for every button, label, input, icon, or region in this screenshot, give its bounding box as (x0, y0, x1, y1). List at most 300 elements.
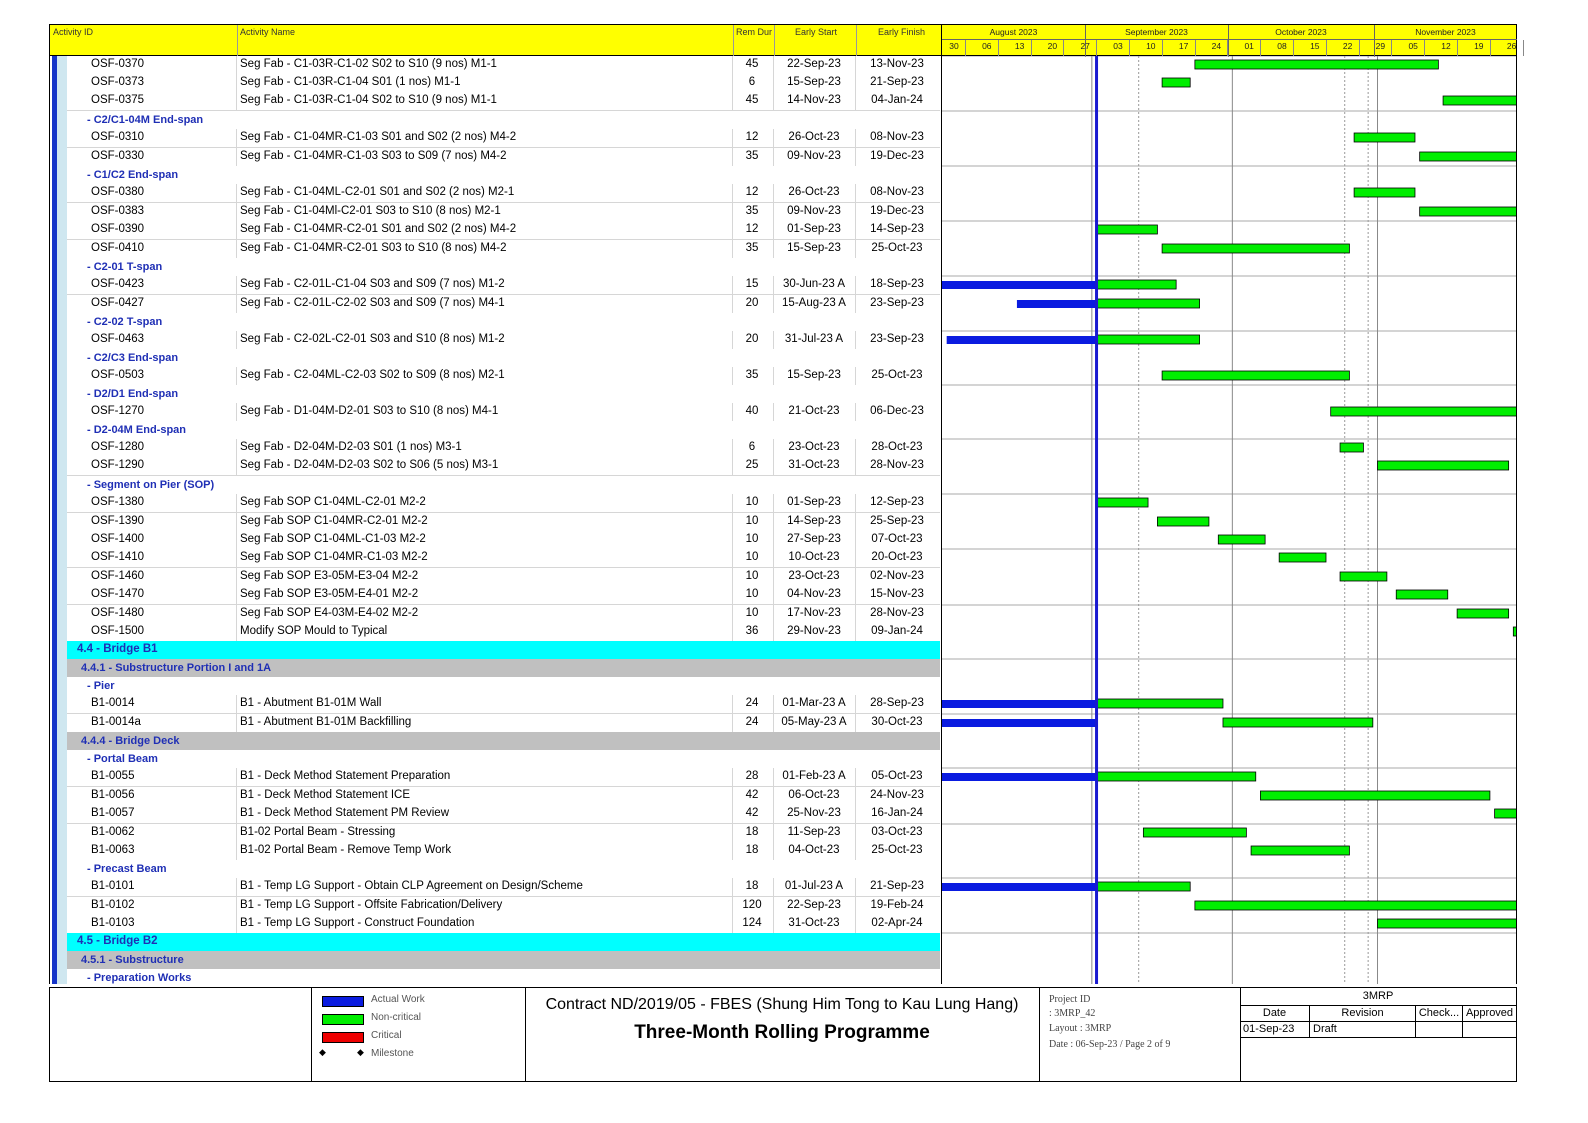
day-divider (1260, 40, 1261, 56)
early-finish: 09-Jan-24 (871, 625, 923, 637)
milestone-icon: ◆ (319, 1047, 326, 1057)
early-start: 25-Nov-23 (787, 807, 841, 819)
early-finish: 15-Nov-23 (870, 588, 924, 600)
activity-name: Seg Fab - C2-02L-C2-01 S03 and S10 (8 nos) M1-2 (240, 333, 505, 345)
col-divider (855, 221, 856, 239)
noncritical-bar (1195, 60, 1439, 69)
remaining-duration: 35 (745, 242, 759, 254)
revision-title: 3MRP (1362, 990, 1394, 1002)
activity-row[interactable] (67, 457, 940, 476)
group-header-row[interactable] (67, 750, 940, 768)
legend-actual-swatch (322, 996, 364, 1007)
early-finish: 13-Nov-23 (870, 58, 924, 70)
activity-name: Seg Fab - C1-04MR-C2-01 S03 to S10 (8 nos) M4-2 (240, 242, 507, 254)
early-finish: 02-Nov-23 (870, 570, 924, 582)
activity-id: OSF-1400 (91, 533, 145, 545)
group-header-row[interactable] (67, 476, 940, 494)
actual-bar (942, 719, 1097, 727)
group-label: - C2/C1-04M End-span (87, 114, 204, 126)
remaining-duration: 18 (745, 880, 759, 892)
print-date: Date : 06-Sep-23 / Page 2 of 9 (1049, 1039, 1171, 1050)
noncritical-bar (1331, 407, 1517, 416)
remaining-duration: 10 (745, 533, 759, 545)
activity-name: B1-02 Portal Beam - Remove Temp Work (240, 844, 452, 856)
timescale-day: 24 (1211, 41, 1222, 51)
activity-name: Seg Fab SOP C1-04MR-C2-01 M2-2 (240, 515, 428, 527)
noncritical-bar (1443, 96, 1517, 105)
wbs-header-row[interactable] (67, 641, 940, 659)
activity-id: B1-0063 (91, 844, 135, 856)
early-finish: 23-Sep-23 (870, 333, 924, 345)
early-finish: 07-Oct-23 (871, 533, 923, 545)
early-finish: 19-Dec-23 (870, 205, 924, 217)
timescale-day: 01 (1244, 41, 1254, 51)
day-divider (1457, 40, 1458, 56)
col-divider (855, 787, 856, 805)
timescale-divider (942, 39, 1517, 40)
gantt-chart (941, 56, 1517, 984)
activity-row[interactable] (67, 897, 940, 916)
activity-id: OSF-1270 (91, 405, 145, 417)
gantt-svg (942, 56, 1517, 984)
legend-critical-swatch (322, 1032, 364, 1043)
table-header (49, 24, 1517, 56)
col-divider (236, 92, 237, 110)
col-divider (236, 439, 237, 457)
noncritical-bar (1354, 133, 1415, 142)
activity-name: B1 - Deck Method Statement ICE (240, 789, 411, 801)
activity-name: Seg Fab - C1-03R-C1-02 S02 to S10 (9 nos) M1-1 (240, 58, 497, 70)
activity-id: B1-0103 (91, 917, 135, 929)
early-finish: 28-Oct-23 (871, 441, 923, 453)
legend-noncritical-swatch (322, 1014, 364, 1025)
early-finish: 28-Nov-23 (870, 607, 924, 619)
group-header-row[interactable] (67, 111, 940, 129)
timescale-day: 10 (1146, 41, 1156, 51)
early-start: 26-Oct-23 (788, 131, 840, 143)
wbs-header-row[interactable] (67, 732, 940, 750)
remaining-duration: 18 (745, 844, 759, 856)
col-divider (855, 513, 856, 531)
col-divider (855, 586, 856, 604)
activity-row[interactable] (67, 129, 940, 148)
activity-row[interactable] (67, 586, 940, 605)
activity-id: OSF-0390 (91, 223, 145, 235)
activity-name: Seg Fab SOP C1-04ML-C2-01 M2-2 (240, 496, 426, 508)
col-divider (236, 367, 237, 385)
activity-row[interactable] (67, 439, 940, 458)
noncritical-bar (1420, 207, 1517, 216)
actual-bar (942, 773, 1097, 781)
activity-id: OSF-1460 (91, 570, 145, 582)
noncritical-bar (1143, 828, 1246, 837)
early-finish: 14-Sep-23 (870, 223, 924, 235)
remaining-duration: 20 (745, 333, 759, 345)
col-divider (236, 568, 237, 586)
actual-bar (942, 700, 1097, 708)
activity-row[interactable] (67, 56, 940, 75)
col-divider (855, 56, 856, 74)
milestone-icon: ◆ (357, 1047, 364, 1057)
early-finish: 08-Nov-23 (870, 186, 924, 198)
timescale-month: September 2023 (1125, 27, 1188, 37)
activity-row[interactable] (67, 605, 940, 624)
activity-row[interactable] (67, 842, 940, 861)
group-header-row[interactable] (67, 860, 940, 878)
col-rem-dur[interactable]: Rem Dur (736, 27, 773, 37)
activity-id: OSF-1480 (91, 607, 145, 619)
col-divider (855, 842, 856, 860)
activity-row[interactable] (67, 623, 940, 642)
programme-title: Three-Month Rolling Programme (634, 1022, 930, 1043)
timescale-day: 08 (1277, 41, 1287, 51)
day-divider (1293, 40, 1294, 56)
col-divider (855, 367, 856, 385)
early-start: 31-Jul-23 A (784, 333, 844, 345)
activity-name: B1 - Temp LG Support - Obtain CLP Agreement on Design/Scheme (240, 880, 583, 892)
activity-row[interactable] (67, 403, 940, 422)
footer-divider (311, 988, 312, 1081)
col-divider (236, 842, 237, 860)
activity-name: Seg Fab SOP E4-03M-E4-02 M2-2 (240, 607, 419, 619)
early-finish: 28-Sep-23 (870, 697, 924, 709)
remaining-duration: 36 (745, 625, 759, 637)
activity-row[interactable] (67, 494, 940, 513)
col-divider (855, 129, 856, 147)
col-divider (236, 915, 237, 933)
col-divider (236, 768, 237, 786)
early-start: 14-Nov-23 (787, 94, 841, 106)
early-start: 23-Oct-23 (788, 570, 840, 582)
early-start: 21-Oct-23 (788, 405, 840, 417)
group-label: - C2-02 T-span (87, 316, 163, 328)
col-divider (236, 878, 237, 896)
remaining-duration: 40 (745, 405, 759, 417)
activity-row[interactable] (67, 367, 940, 386)
col-divider (236, 494, 237, 512)
remaining-duration: 28 (745, 770, 759, 782)
activity-id: OSF-0310 (91, 131, 145, 143)
col-divider (236, 56, 237, 74)
footer (49, 987, 1517, 1082)
remaining-duration: 15 (745, 278, 759, 290)
col-activity-name[interactable]: Activity Name (240, 27, 296, 37)
activity-id: B1-0101 (91, 880, 135, 892)
col-divider (236, 586, 237, 604)
noncritical-bar (1378, 919, 1517, 928)
remaining-duration: 10 (745, 551, 759, 563)
col-divider (236, 457, 237, 475)
activity-row[interactable] (67, 768, 940, 787)
timescale-day: 17 (1178, 41, 1189, 51)
activity-row[interactable] (67, 513, 940, 532)
activity-row[interactable] (67, 805, 940, 824)
activity-row[interactable] (67, 695, 940, 714)
activity-row[interactable] (67, 549, 940, 568)
group-label: - Segment on Pier (SOP) (87, 479, 215, 491)
remaining-duration: 124 (742, 917, 762, 929)
early-finish: 21-Sep-23 (870, 76, 924, 88)
day-divider (1063, 40, 1064, 56)
group-label: 4.4.4 - Bridge Deck (81, 735, 180, 747)
remaining-duration: 25 (745, 459, 759, 471)
early-start: 01-Jul-23 A (784, 880, 844, 892)
noncritical-bar (1218, 535, 1265, 544)
activity-name: Seg Fab - C2-01L-C1-04 S03 and S09 (7 nos) M1-2 (240, 278, 505, 290)
group-header-row[interactable] (67, 258, 940, 276)
early-finish: 19-Dec-23 (870, 150, 924, 162)
activity-id: OSF-0375 (91, 94, 145, 106)
early-start: 01-Sep-23 (787, 223, 841, 235)
col-divider (855, 714, 856, 732)
timescale-day: 27 (1080, 41, 1090, 51)
activity-id: OSF-0427 (91, 297, 145, 309)
wbs-header-row[interactable] (67, 933, 940, 951)
early-finish: 16-Jan-24 (871, 807, 923, 819)
early-start: 27-Sep-23 (787, 533, 841, 545)
col-divider (855, 240, 856, 258)
early-finish: 20-Oct-23 (871, 551, 923, 563)
activity-name: Seg Fab - C1-04ML-C2-01 S01 and S02 (2 nos) M2-1 (240, 186, 515, 198)
activity-id: OSF-1500 (91, 625, 145, 637)
activity-name: Seg Fab - D1-04M-D2-01 S03 to S10 (8 nos) M4-1 (240, 405, 499, 417)
activity-id: OSF-0380 (91, 186, 145, 198)
contract-title: Contract ND/2019/05 - FBES (Shung Him Tong to Kau Lung Hang) (545, 996, 1019, 1013)
noncritical-bar (1513, 627, 1517, 636)
activity-name: B1 - Deck Method Statement PM Review (240, 807, 449, 819)
early-finish: 28-Nov-23 (870, 459, 924, 471)
activity-id: B1-0057 (91, 807, 135, 819)
col-divider (855, 897, 856, 915)
remaining-duration: 10 (745, 607, 759, 619)
timescale-day: 13 (1014, 41, 1025, 51)
col-divider (236, 74, 237, 92)
activity-row[interactable] (67, 531, 940, 550)
day-divider (1162, 40, 1163, 56)
group-header-row[interactable] (67, 421, 940, 439)
col-divider (774, 25, 775, 57)
revision-table (1240, 988, 1516, 1081)
col-divider (236, 221, 237, 239)
noncritical-bar (1223, 718, 1373, 727)
timescale (942, 25, 1517, 56)
col-divider (855, 295, 856, 313)
group-header-row[interactable] (67, 349, 940, 367)
activity-id: OSF-0383 (91, 205, 145, 217)
activity-name: Seg Fab SOP C1-04ML-C1-03 M2-2 (240, 533, 426, 545)
col-divider (855, 878, 856, 896)
day-divider (1031, 40, 1032, 56)
col-divider (236, 824, 237, 842)
col-divider (236, 203, 237, 221)
wbs-header-row[interactable] (67, 951, 940, 969)
rev-header-date: Date (1262, 1007, 1287, 1019)
noncritical-bar (1396, 590, 1448, 599)
early-start: 29-Nov-23 (787, 625, 841, 637)
group-header-row[interactable] (67, 385, 940, 403)
noncritical-bar (1097, 498, 1149, 507)
remaining-duration: 35 (745, 369, 759, 381)
early-start: 15-Aug-23 A (782, 297, 846, 309)
day-divider (1096, 40, 1097, 56)
timescale-day: 15 (1310, 41, 1320, 51)
activity-row[interactable] (67, 331, 940, 350)
activity-row[interactable] (67, 824, 940, 843)
activity-id: B1-0102 (91, 899, 135, 911)
early-finish: 04-Jan-24 (871, 94, 923, 106)
activity-row[interactable] (67, 184, 940, 203)
col-divider (236, 897, 237, 915)
activity-row[interactable] (67, 295, 940, 314)
col-activity-id[interactable]: Activity ID (53, 27, 94, 37)
activity-row[interactable] (67, 714, 940, 733)
activity-id: OSF-1390 (91, 515, 145, 527)
col-divider (236, 695, 237, 713)
project-id-label: Project ID (1049, 994, 1091, 1005)
remaining-duration: 42 (745, 789, 759, 801)
early-start: 22-Sep-23 (787, 58, 841, 70)
early-start: 14-Sep-23 (787, 515, 841, 527)
remaining-duration: 45 (745, 94, 759, 106)
col-divider (733, 25, 734, 57)
group-header-row[interactable] (67, 313, 940, 331)
activity-row[interactable] (67, 203, 940, 222)
timescale-day: 26 (1506, 41, 1517, 51)
early-finish: 06-Dec-23 (870, 405, 924, 417)
col-divider (855, 568, 856, 586)
col-divider (236, 714, 237, 732)
day-divider (998, 40, 999, 56)
early-finish: 18-Sep-23 (870, 278, 924, 290)
col-divider (237, 25, 238, 57)
rev-line (1240, 1037, 1516, 1038)
col-divider (855, 695, 856, 713)
activity-row[interactable] (67, 276, 940, 295)
activity-row[interactable] (67, 92, 940, 111)
remaining-duration: 12 (745, 186, 759, 198)
group-header-row[interactable] (67, 166, 940, 184)
rev-line (1240, 1021, 1516, 1022)
activity-row[interactable] (67, 915, 940, 934)
noncritical-bar (1279, 553, 1326, 562)
rev-date: 01-Sep-23 (1243, 1023, 1295, 1035)
activity-row[interactable] (67, 787, 940, 806)
day-divider (1359, 40, 1360, 56)
col-divider (856, 25, 857, 57)
early-finish: 25-Oct-23 (871, 369, 923, 381)
col-divider (855, 605, 856, 623)
early-start: 09-Nov-23 (787, 205, 841, 217)
group-label: 4.5.1 - Substructure (81, 954, 184, 966)
group-label: 4.4 - Bridge B1 (77, 643, 158, 655)
noncritical-bar (1097, 280, 1177, 289)
noncritical-bar (1097, 299, 1200, 308)
activity-row[interactable] (67, 221, 940, 240)
activity-row[interactable] (67, 148, 940, 167)
activity-id: B1-0055 (91, 770, 135, 782)
activity-name: Seg Fab - C1-03R-C1-04 S02 to S10 (9 nos) M1-1 (240, 94, 497, 106)
col-divider (236, 184, 237, 202)
activity-row[interactable] (67, 240, 940, 259)
day-divider (1490, 40, 1491, 56)
remaining-duration: 35 (745, 150, 759, 162)
activity-name: Seg Fab - C2-04ML-C2-03 S02 to S09 (8 nos) M2-1 (240, 369, 505, 381)
activity-id: OSF-0463 (91, 333, 145, 345)
early-start: 11-Sep-23 (787, 826, 841, 838)
early-finish: 05-Oct-23 (871, 770, 923, 782)
noncritical-bar (1097, 335, 1200, 344)
rev-header-check: Check... (1418, 1007, 1460, 1019)
remaining-duration: 24 (745, 716, 759, 728)
col-divider (236, 549, 237, 567)
col-early-start[interactable]: Early Start (795, 27, 838, 37)
early-start: 15-Sep-23 (787, 242, 841, 254)
remaining-duration: 6 (748, 76, 756, 88)
noncritical-bar (1097, 882, 1191, 891)
group-label: - D2/D1 End-span (87, 388, 179, 400)
col-divider (855, 403, 856, 421)
activity-row[interactable] (67, 74, 940, 93)
early-finish: 25-Sep-23 (870, 515, 924, 527)
noncritical-bar (1162, 244, 1349, 253)
early-start: 31-Oct-23 (788, 917, 840, 929)
actual-bar (942, 883, 1097, 891)
activity-row[interactable] (67, 568, 940, 587)
group-label: - C1/C2 End-span (87, 169, 179, 181)
activity-row[interactable] (67, 878, 940, 897)
early-start: 17-Nov-23 (787, 607, 841, 619)
early-finish: 12-Sep-23 (870, 496, 924, 508)
timescale-day: 12 (1441, 41, 1451, 51)
early-finish: 24-Nov-23 (870, 789, 924, 801)
day-divider (1227, 40, 1228, 56)
activity-name: B1 - Abutment B1-01M Wall (240, 697, 382, 709)
noncritical-bar (1420, 152, 1517, 161)
early-start: 31-Oct-23 (788, 459, 840, 471)
noncritical-bar (1162, 371, 1349, 380)
layout-label: Layout : 3MRP (1049, 1023, 1112, 1034)
early-start: 30-Jun-23 A (782, 278, 845, 290)
wbs-header-row[interactable] (67, 659, 940, 677)
early-start: 26-Oct-23 (788, 186, 840, 198)
early-finish: 30-Oct-23 (871, 716, 923, 728)
col-divider (236, 295, 237, 313)
group-label: - C2-01 T-span (87, 261, 163, 273)
remaining-duration: 45 (745, 58, 759, 70)
day-divider (965, 40, 966, 56)
day-divider (1326, 40, 1327, 56)
col-divider (855, 276, 856, 294)
timescale-day: 22 (1342, 41, 1353, 51)
actual-bar (942, 281, 1097, 289)
col-early-finish[interactable]: Early Finish (878, 27, 926, 37)
activity-name: B1 - Temp LG Support - Offsite Fabrication/Delivery (240, 899, 503, 911)
activity-name: Seg Fab - C1-04MR-C2-01 S01 and S02 (2 nos) M4-2 (240, 223, 517, 235)
group-header-row[interactable] (67, 969, 940, 987)
remaining-duration: 24 (745, 697, 759, 709)
legend-actual-label: Actual Work (371, 994, 425, 1005)
group-header-row[interactable] (67, 677, 940, 695)
activity-id: B1-0014 (91, 697, 135, 709)
early-start: 01-Mar-23 A (782, 697, 846, 709)
remaining-duration: 18 (745, 826, 759, 838)
group-label: 4.5 - Bridge B2 (77, 935, 158, 947)
early-start: 05-May-23 A (781, 716, 847, 728)
early-start: 01-Sep-23 (787, 496, 841, 508)
col-divider (855, 74, 856, 92)
early-finish: 08-Nov-23 (870, 131, 924, 143)
activity-id: B1-0056 (91, 789, 135, 801)
